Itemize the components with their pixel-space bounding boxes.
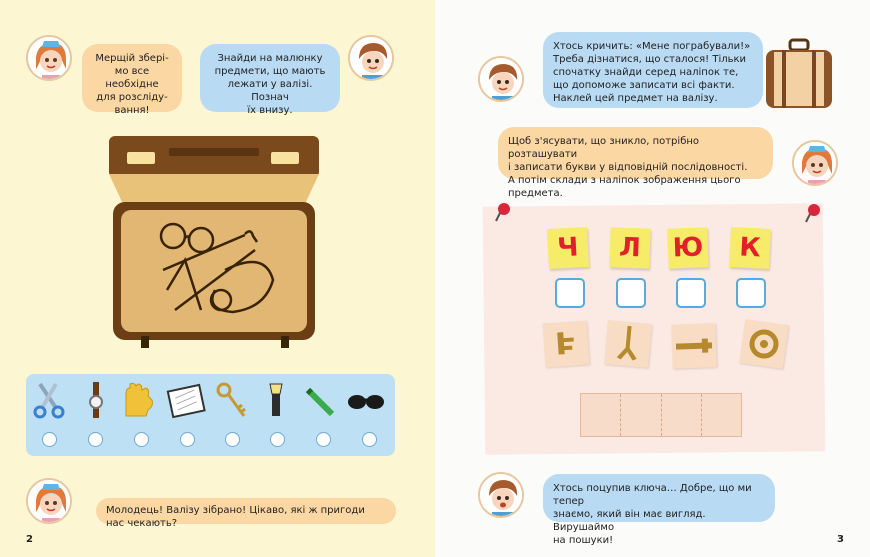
answer-circle[interactable] (180, 432, 195, 447)
letter-input-box[interactable] (555, 278, 585, 308)
sticker-answer-area[interactable] (580, 393, 742, 437)
letter-input-box[interactable] (736, 278, 766, 308)
letter-card: Ч (547, 227, 589, 269)
answer-circle[interactable] (316, 432, 331, 447)
boy-speech-bubble-2: Хтось кричить: «Мене пограбували!» Треба дізнатися, що сталося! Тільки спочатку знайди серед наліпок те, що допоможе записати всі факти. Наклей цей предмет на валізу. (543, 32, 763, 108)
boy-avatar (348, 35, 394, 81)
key-fragment-sticker (671, 323, 717, 369)
answer-circle[interactable] (270, 432, 285, 447)
watch-icon (76, 380, 116, 420)
notebook-icon (166, 380, 206, 420)
letter-input-box[interactable] (616, 278, 646, 308)
sticker-slot[interactable] (621, 394, 661, 436)
girl-avatar (792, 140, 838, 186)
letter-card: Л (609, 227, 650, 268)
girl-avatar (26, 35, 72, 81)
key-fragment-sticker (604, 320, 652, 368)
girl-speech-bubble-2: Молодець! Валізу зібрано! Цікаво, які ж пригоди нас чекають? (96, 498, 396, 524)
answer-circle[interactable] (134, 432, 149, 447)
flashlight-icon (256, 380, 296, 420)
key-fragment-sticker (543, 321, 590, 368)
open-suitcase-illustration (105, 130, 323, 352)
girl-speech-bubble-1: Мерщій збері- мо все необхідне для розсліду- вання! (82, 44, 182, 112)
sticker-slot[interactable] (702, 394, 741, 436)
sticker-slot[interactable] (662, 394, 702, 436)
boy-speech-bubble-1: Знайди на малюнку предмети, що мають лежати у валізі. Познач їх внизу. (200, 44, 340, 112)
page-number-right: 3 (837, 534, 844, 545)
girl-speech-bubble-3: Щоб з'ясувати, що зникло, потрібно розташувати і записати букви у відповідній послідовності. А потім склади з наліпок зображення цього предмета. (498, 127, 773, 179)
letter-card: К (729, 227, 771, 269)
suitcase-icon (762, 38, 836, 112)
page-number-left: 2 (26, 534, 33, 545)
answer-circle[interactable] (42, 432, 57, 447)
scissors-icon (30, 380, 70, 420)
answer-circle[interactable] (225, 432, 240, 447)
key-fragment-sticker (739, 319, 789, 369)
items-selection-strip (26, 374, 395, 456)
letter-input-box[interactable] (676, 278, 706, 308)
pen-icon (302, 380, 342, 420)
sunglasses-icon (346, 380, 386, 420)
girl-avatar (26, 478, 72, 524)
key-icon (212, 380, 252, 420)
boy-avatar (478, 472, 524, 518)
gloves-icon (120, 380, 160, 420)
answer-circle[interactable] (88, 432, 103, 447)
answer-circle[interactable] (362, 432, 377, 447)
sticker-slot[interactable] (581, 394, 621, 436)
pin-icon (804, 203, 822, 223)
pin-icon (494, 202, 512, 222)
boy-avatar (478, 56, 524, 102)
boy-speech-bubble-3: Хтось поцупив ключа… Добре, що ми тепер знаємо, який він має вигляд. Вирушаймо на пошуки! (543, 474, 775, 522)
letter-card: Ю (667, 227, 708, 268)
